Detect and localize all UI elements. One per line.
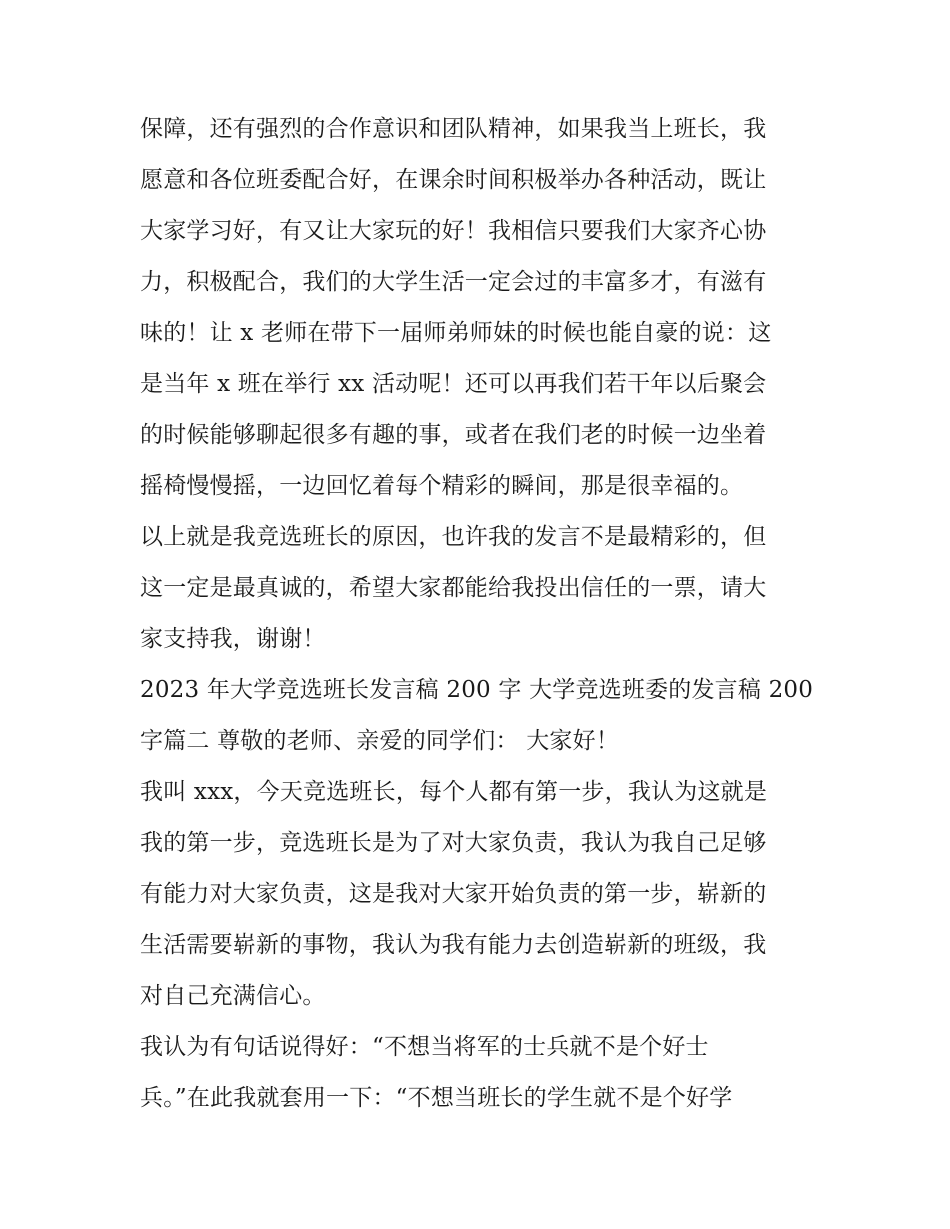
text-line: 大家学习好，有又让大家玩的好！我相信只要我们大家齐心协 [140, 218, 767, 244]
text-line: 力，积极配合，我们的大学生活一定会过的丰富多才，有滋有 [140, 269, 767, 295]
heading-line: 2023 年大学竞选班长发言稿 200 字 大学竞选班委的发言稿 200 [140, 677, 814, 703]
text-line: 以上就是我竞选班长的原因，也许我的发言不是最精彩的，但 [140, 524, 767, 550]
text-line: 的时候能够聊起很多有趣的事，或者在我们老的时候一边坐着 [140, 422, 767, 448]
text-line: 我认为有句话说得好：“不想当将军的士兵就不是个好士 [140, 1034, 709, 1060]
text-line: 我叫 xxx，今天竞选班长，每个人都有第一步，我认为这就是 [140, 779, 768, 805]
text-line: 我的第一步，竞选班长是为了对大家负责，我认为我自己足够 [140, 830, 767, 856]
text-line: 愿意和各位班委配合好，在课余时间积极举办各种活动，既让 [140, 167, 767, 193]
heading-line: 字篇二 尊敬的老师、亲爱的同学们： 大家好！ [140, 728, 620, 754]
text-line: 摇椅慢慢摇，一边回忆着每个精彩的瞬间，那是很幸福的。 [140, 473, 744, 499]
text-line: 保障，还有强烈的合作意识和团队精神，如果我当上班长，我 [140, 116, 767, 142]
text-line: 是当年 x 班在举行 xx 活动呢！还可以再我们若干年以后聚会 [140, 371, 767, 397]
text-line: 对自己充满信心。 [140, 983, 326, 1009]
text-line: 有能力对大家负责，这是我对大家开始负责的第一步，崭新的 [140, 881, 767, 907]
text-line: 兵。”在此我就套用一下：“不想当班长的学生就不是个好学 [140, 1085, 733, 1111]
text-line: 家支持我，谢谢！ [140, 626, 326, 652]
text-line: 这一定是最真诚的，希望大家都能给我投出信任的一票，请大 [140, 575, 767, 601]
document-page [140, 104, 820, 1124]
text-line: 生活需要崭新的事物，我认为我有能力去创造崭新的班级，我 [140, 932, 767, 958]
text-line: 味的！让 x 老师在带下一届师弟师妹的时候也能自豪的说：这 [140, 320, 772, 346]
